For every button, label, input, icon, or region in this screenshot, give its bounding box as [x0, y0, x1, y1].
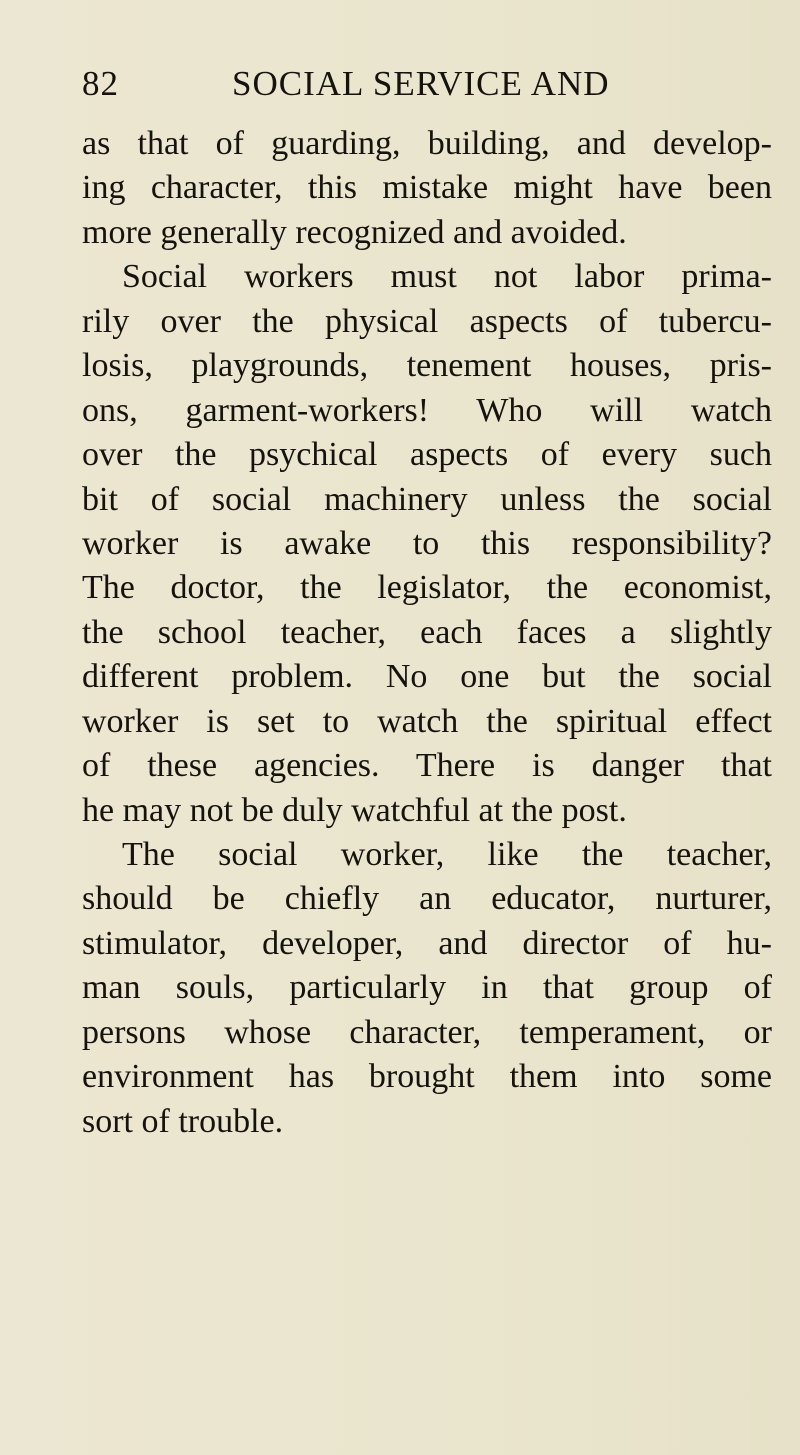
running-head-title: SOCIAL SERVICE AND [232, 64, 610, 103]
text-line: The social worker, like the teacher, [122, 836, 772, 873]
text-line: ing character, this mistake might have been [82, 169, 772, 207]
text-line: losis, playgrounds, tenement houses, pris- [82, 347, 772, 385]
text-line: different problem. No one but the social [82, 658, 772, 696]
text-line: over the psychical aspects of every such [82, 436, 772, 474]
text-line: of these agencies. There is danger that [82, 747, 772, 785]
text-line: he may not be duly watchful at the post. [82, 791, 627, 829]
text-line: bit of social machinery unless the social [82, 480, 772, 518]
running-head [82, 62, 627, 106]
text-line: sort of trouble. [82, 1102, 284, 1140]
text-line: worker is set to watch the spiritual effect [82, 702, 772, 740]
text-line: environment has brought them into some [82, 1058, 772, 1096]
body-text [82, 122, 772, 1144]
text-line: stimulator, developer, and director of hu- [82, 924, 772, 962]
text-line: ons, garment-workers! Who will watch [82, 391, 772, 429]
text-line: The doctor, the legislator, the economist, [82, 569, 772, 607]
text-line: more generally recognized and avoided. [82, 213, 627, 251]
text-line: as that of guarding, building, and develop- [82, 125, 772, 162]
text-line: the school teacher, each faces a slightly [82, 613, 772, 651]
text-line: persons whose character, temperament, or [82, 1013, 772, 1051]
text-line: Social workers must not labor prima- [122, 258, 772, 296]
page-number: 82 [82, 64, 119, 103]
text-line: worker is awake to this responsibility? [82, 524, 772, 562]
text-line: rily over the physical aspects of tubercu- [82, 302, 772, 340]
text-line: man souls, particularly in that group of [82, 969, 772, 1007]
text-line: should be chiefly an educator, nurturer, [82, 880, 772, 918]
